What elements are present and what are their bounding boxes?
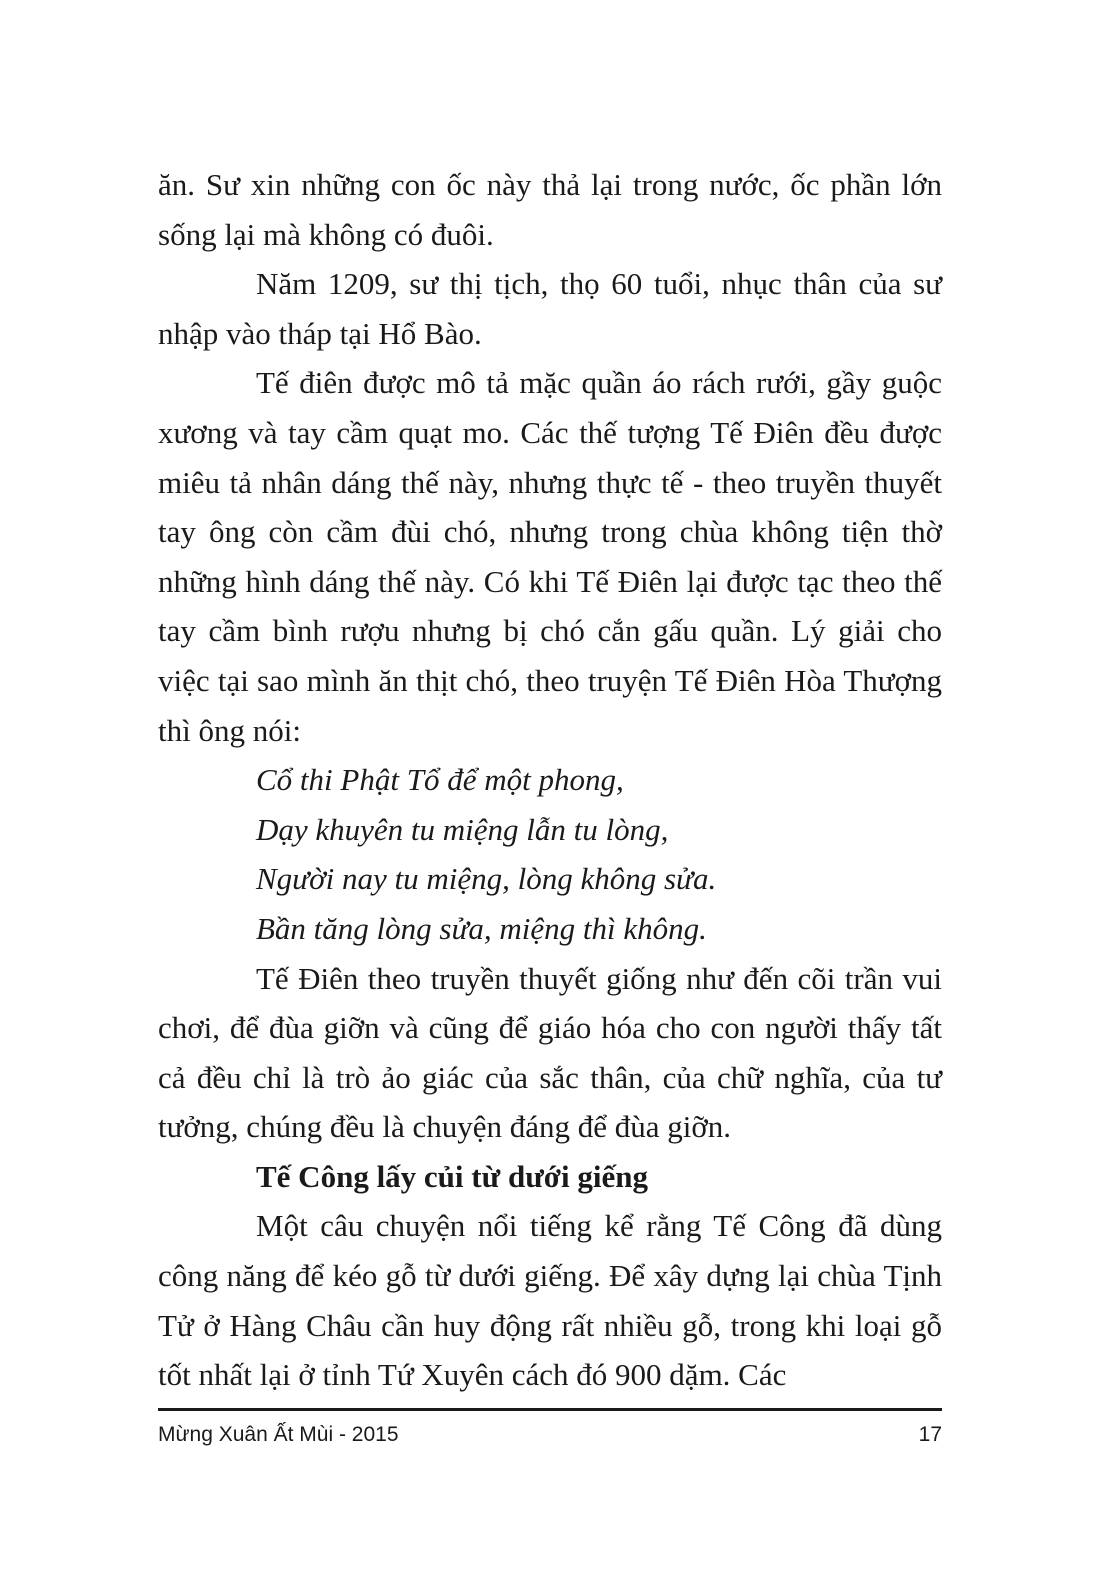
paragraph-4: Tế Điên theo truyền thuyết giống như đến cõi trần vui chơi, để đùa giỡn và cũng để giáo hóa cho con người thấy tất cả đều chỉ là trò ảo giác của sắc thân, của chữ nghĩa, của tư tưởng, chúng đều là chuyện đáng để đùa giỡn. — [158, 960, 942, 1145]
page-footer — [158, 1420, 942, 1450]
verse-block — [158, 755, 942, 953]
paragraph-3: Tế điên được mô tả mặc quần áo rách rưới, gầy guộc xương và tay cầm quạt mo. Các thế tượng Tế Điên đều được miêu tả nhân dáng thế này, nhưng thực tế - theo truyền thuyết tay ông còn cầm đùi chó, nhưng trong chùa không tiện thờ những hình dáng thế này. Có khi Tế Điên lại được tạc theo thế tay cầm bình rượu nhưng bị chó cắn gấu quần. Lý giải cho việc tại sao mình ăn thịt chó, theo truyện Tế Điên Hòa Thượng thì ông nói: — [158, 365, 942, 748]
verse-line-1: Cổ thi Phật Tổ để một phong, — [256, 762, 624, 798]
footer-title: Mừng Xuân Ất Mùi - 2015 — [158, 1423, 399, 1446]
page-number: 17 — [918, 1423, 942, 1446]
paragraph-1: ăn. Sư xin những con ốc này thả lại trong nước, ốc phần lớn sống lại mà không có đuôi. — [158, 167, 942, 252]
verse-line-3: Người nay tu miệng, lòng không sửa. — [256, 861, 717, 897]
paragraph-2: Năm 1209, sư thị tịch, thọ 60 tuổi, nhục thân của sư nhập vào tháp tại Hổ Bào. — [158, 266, 942, 351]
section-heading: Tế Công lấy củi từ dưới giếng — [256, 1158, 648, 1194]
paragraph-5: Một câu chuyện nổi tiếng kể rằng Tế Công đã dùng công năng để kéo gỗ từ dưới giếng. Để xây dựng lại chùa Tịnh Tử ở Hàng Châu cần huy động rất nhiều gỗ, trong khi loại gỗ tốt nhất lại ở tỉnh Tứ Xuyên cách đó 900 dặm. Các — [158, 1208, 942, 1393]
page-body — [158, 160, 942, 1400]
verse-line-2: Dạy khuyên tu miệng lẫn tu lòng, — [256, 811, 669, 847]
verse-line-4: Bần tăng lòng sửa, miệng thì không. — [256, 910, 707, 946]
footer-rule — [158, 1408, 942, 1411]
